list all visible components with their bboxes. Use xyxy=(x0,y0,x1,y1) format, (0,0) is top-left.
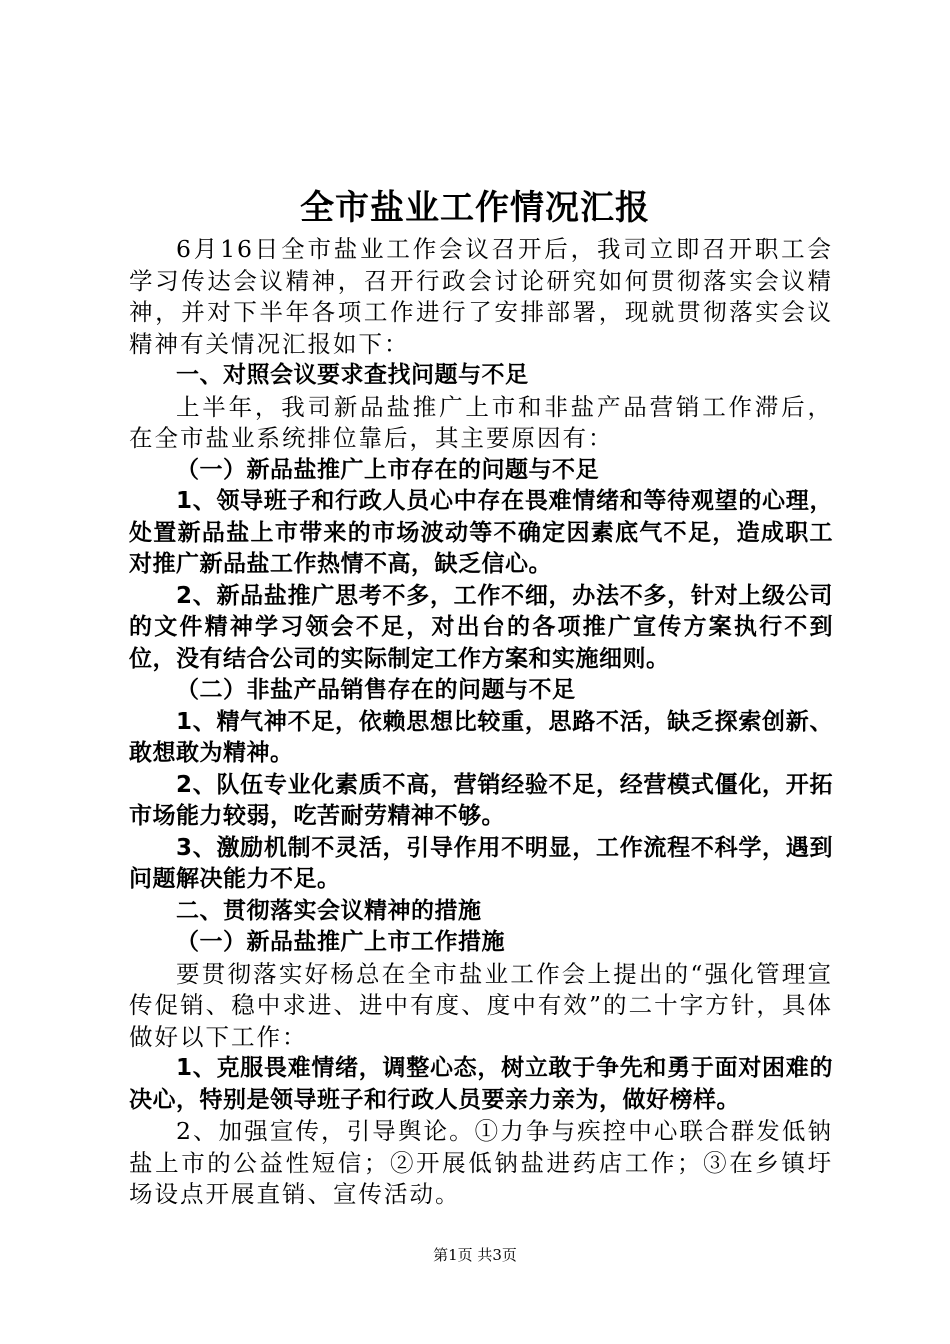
list-item-1-2-3: 3、激励机制不灵活，引导作用不明显，工作流程不科学，遇到问题解决能力不足。 xyxy=(129,834,833,892)
subsection-heading-2-1: （一）新品盐推广上市工作措施 xyxy=(176,929,505,955)
list-item-1-1-2: 2、新品盐推广思考不多，工作不细，办法不多，针对上级公司的文件精神学习领会不足，对出台的各项推广宣传方案执行不到位，没有结合公司的实际制定工作方案和实施细则。 xyxy=(129,582,833,672)
list-item-1-1-1: 1、领导班子和行政人员心中存在畏难情绪和等待观望的心理，处置新品盐上市带来的市场波动等不确定因素底气不足，造成职工对推广新品盐工作热情不高，缺乏信心。 xyxy=(129,488,833,577)
document-title: 全市盐业工作情况汇报 xyxy=(300,188,650,228)
paragraph-intro: 6月16日全市盐业工作会议召开后，我司立即召开职工会学习传达会议精神，召开行政会讨论研究如何贯彻落实会议精神，并对下半年各项工作进行了安排部署，现就贯彻落实会议精神有关情况汇报如下： xyxy=(129,235,833,358)
list-item-2-1-1: 1、克服畏难情绪，调整心态，树立敢于争先和勇于面对困难的决心，特别是领导班子和行政人员要亲力亲为，做好榜样。 xyxy=(129,1055,833,1113)
subsection-heading-1-2: （二）非盐产品销售存在的问题与不足 xyxy=(176,677,576,703)
page-footer: 第1页 共3页 xyxy=(433,1246,517,1264)
list-item-1-2-1: 1、精气神不足，依赖思想比较重，思路不活，缺乏探索创新、敢想敢为精神。 xyxy=(129,708,833,766)
paragraph-summary: 上半年，我司新品盐推广上市和非盐产品营销工作滞后，在全市盐业系统排位靠后，其主要原因有： xyxy=(129,392,833,452)
list-item-2-1-2: 2、加强宣传，引导舆论。①力争与疾控中心联合群发低钠盐上市的公益性短信；②开展低钠盐进药店工作；③在乡镇圩场设点开展直销、宣传活动。 xyxy=(129,1117,833,1208)
document-body xyxy=(129,234,833,1211)
list-item-1-2-2: 2、队伍专业化素质不高，营销经验不足，经营模式僵化，开拓市场能力较弱，吃苦耐劳精神不够。 xyxy=(129,771,833,829)
section-heading-1: 一、对照会议要求查找问题与不足 xyxy=(176,362,529,388)
section-heading-2: 二、贯彻落实会议精神的措施 xyxy=(176,897,482,924)
paragraph-policy: 要贯彻落实好杨总在全市盐业工作会上提出的“强化管理宣传促销、稳中求进、进中有度、度中有效”的二十字方针，具体做好以下工作： xyxy=(129,959,833,1051)
subsection-heading-1-1: （一）新品盐推广上市存在的问题与不足 xyxy=(176,456,599,483)
